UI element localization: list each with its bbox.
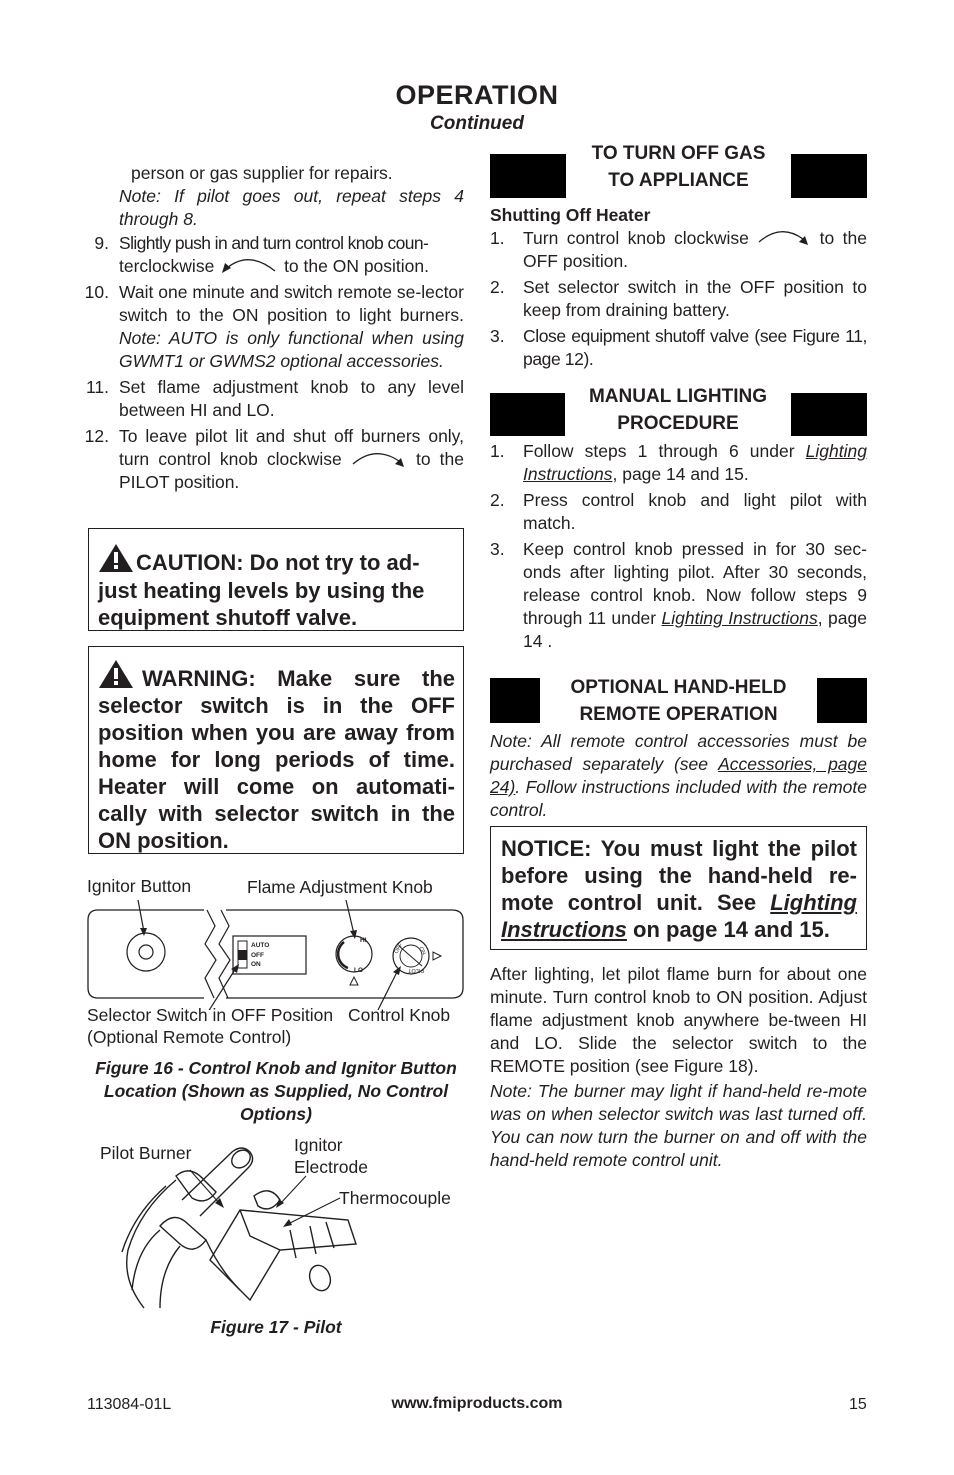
remote-note: Note: All remote control accessories must be purchased separately (see Accessories, page 24). Follow instructions included with the remote control. — [490, 731, 868, 820]
warning-box: WARNING: Make sure the selector switch is in the OFF position when you are away from home for long periods of time. Heater will come on automati-cally with selector switch in the ON position. — [88, 646, 464, 854]
counterclockwise-arrow-icon — [219, 256, 279, 274]
svg-text:PILOT: PILOT — [408, 967, 424, 973]
lighting-instructions-link[interactable]: Lighting Instructions — [501, 890, 857, 942]
manual-lighting-heading: MANUAL LIGHTING PROCEDURE — [588, 386, 768, 434]
manual-step-1: 1. Follow steps 1 through 6 under Lighting Instructions, page 14 and 15. — [490, 441, 867, 484]
selector-switch-label-line1: Selector Switch in OFF Position — [87, 1005, 334, 1025]
selector-switch-label-line2: (Optional Remote Control) — [87, 1027, 292, 1047]
manual-lighting-section — [490, 440, 867, 656]
clockwise-arrow-icon — [757, 229, 811, 247]
pilot-note: Note: If pilot goes out, repeat steps 4 through 8. — [119, 186, 464, 229]
lighting-instructions-link[interactable]: Lighting Instructions — [523, 441, 867, 484]
caution-box: CAUTION: Do not try to ad-just heating levels by using the equipment shutoff valve. — [88, 528, 464, 631]
after-lighting-text: After lighting, let pilot flame burn for about one minute. Turn control knob to ON position. Adjust flame adjustment knob anywhere be-tween HI and LO. Slide the selector switch to the REMOTE position (see Figure 18). — [490, 964, 867, 1076]
ignitor-electrode-label-line2: Electrode — [294, 1157, 368, 1177]
page-number: 15 — [849, 1396, 867, 1413]
manual-step-3: 3. Keep control knob pressed in for 30 sec-onds after lighting pilot. After 30 seconds, release control knob. Now follow steps 9 through 11 under Lighting Instructions, page 14 . — [490, 539, 867, 651]
svg-text:ON: ON — [417, 946, 427, 957]
heading-bar-right — [791, 393, 867, 436]
step-12: 12. To leave pilot lit and shut off burners only, turn control knob clockwise to the PILOT position. — [84, 426, 464, 492]
continued-line: person or gas supplier for repairs. — [131, 163, 393, 183]
ignitor-button-label: Ignitor Button — [87, 876, 192, 896]
clockwise-arrow-icon — [351, 451, 407, 469]
switch-on-label: ON — [251, 961, 261, 968]
manual-step-2: 2. Press control knob and light pilot with match. — [490, 490, 867, 533]
knob-lo-label: LO — [354, 967, 364, 974]
website-link[interactable]: www.fmiproducts.com — [391, 1395, 563, 1412]
shutting-off-subheading: Shutting Off Heater — [490, 205, 651, 225]
step-9: 9. Slightly push in and turn control knob coun- terclockwise to the ON position. — [94, 233, 430, 276]
heading-bar-left — [490, 678, 540, 723]
remote-operation-heading: OPTIONAL HAND-HELD REMOTE OPERATION — [570, 677, 787, 725]
control-panel-diagram — [86, 898, 466, 1010]
turn-off-section — [490, 204, 867, 374]
control-knob-label: Control Knob — [348, 1005, 451, 1025]
lighting-instructions-link[interactable]: Lighting Instructions — [661, 608, 818, 628]
pilot-burner-label: Pilot Burner — [100, 1143, 192, 1163]
knob-hi-label: HI — [360, 937, 367, 944]
heading-bar-right — [791, 154, 867, 198]
switch-auto-label: AUTO — [251, 942, 270, 949]
notice-box: NOTICE: You must light the pilot before using the hand-held re-mote control unit. See Lighting Instructions on page 14 and 15. — [490, 826, 867, 950]
page-subtitle: Continued — [430, 113, 524, 134]
heading-bar-left — [490, 154, 566, 198]
left-column-text — [86, 162, 464, 497]
warning-triangle-icon — [98, 543, 134, 573]
flame-adjustment-knob-label: Flame Adjustment Knob — [247, 877, 433, 897]
pilot-assembly-diagram — [120, 1140, 370, 1312]
heading-bar-left — [490, 393, 565, 436]
burner-note: Note: The burner may light if hand-held re-mote was on when selector switch was last turned off. You can now turn the burner on and off with the hand-held remote control unit. — [490, 1081, 867, 1170]
heading-bar-right — [817, 678, 867, 723]
turn-off-step-3: 3. Close equipment shutoff valve (see Figure 11, page 12). — [490, 326, 867, 369]
ignitor-electrode-label-line1: Ignitor — [294, 1135, 343, 1155]
warning-triangle-icon — [98, 659, 134, 689]
svg-text:OFF: OFF — [393, 942, 405, 955]
thermocouple-label: Thermocouple — [339, 1188, 451, 1208]
accessories-link[interactable]: Accessories, page 24) — [490, 754, 868, 797]
step-10: 10. Wait one minute and switch remote se-lector switch to the ON position to light burners. Note: AUTO is only functional when using GWMT1 or GWMS2 optional accessories. — [84, 282, 464, 371]
step-11: 11. Set flame adjustment knob to any level between HI and LO. — [85, 377, 464, 420]
document-number: 113084-01L — [87, 1396, 172, 1413]
page-title: OPERATION — [395, 80, 559, 110]
figure-16-caption: Figure 16 - Control Knob and Ignitor Button Location (Shown as Supplied, No Control Options) — [95, 1058, 457, 1124]
figure-17-caption: Figure 17 - Pilot — [210, 1317, 342, 1337]
turn-off-gas-heading: TO TURN OFF GAS TO APPLIANCE — [591, 143, 766, 191]
turn-off-step-1: 1. Turn control knob clockwise to the OFF position. — [490, 228, 867, 271]
switch-off-label: OFF — [251, 952, 264, 959]
turn-off-step-2: 2. Set selector switch in the OFF position to keep from draining battery. — [490, 277, 867, 320]
